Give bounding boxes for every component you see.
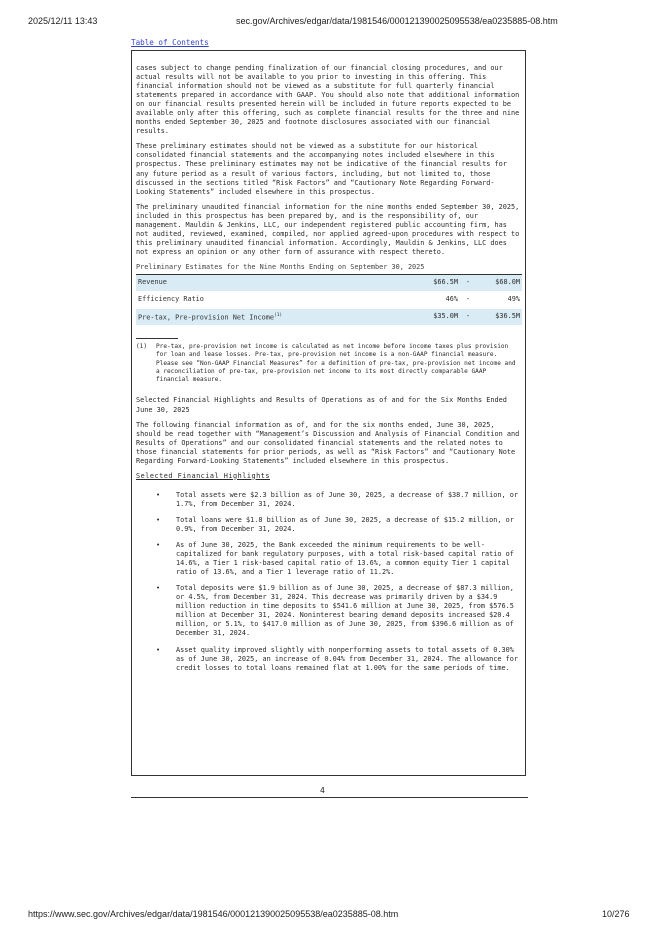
row-label-text: Pre-tax, Pre-provision Net Income [138,313,274,322]
bullet-icon: • [156,584,161,593]
row-label [136,308,416,325]
row-label: Revenue [136,274,416,291]
bullet-icon: • [156,515,161,524]
browser-page-count: 10/276 [602,909,630,919]
list-item [136,541,522,577]
bullet-icon: • [156,490,161,499]
list-item-text: Total deposits were $1.9 billion as of June 30, 2025, a decrease of $87.3 million, or 4.5%, from December 31, 2024. This decrease was primarily driven by a $34.9 million reduction in time deposits to $541.6 million at June 30, 2025, from $576.5 million at December 31, 2024. Noninterest bearing demand deposits increased $20.4 million, or 5.1%, to $417.0 million as of June 30, 2025, from $396.6 million as of December 31, 2024. [176,584,514,638]
row-high-value: $36.5M [476,308,522,325]
list-item-text: Total assets were $2.3 billion as of June 30, 2025, a decrease of $38.7 million, or 1.7%, from December 31, 2024. [176,490,518,508]
row-separator: - [460,274,476,291]
list-item-text: Asset quality improved slightly with nonperforming assets to total assets of 0.30% as of June 30, 2025, an increase of 0.04% from December 31, 2024. The allowance for credit losses to total loans remained flat at 1.00% for the same periods of time. [176,645,518,672]
row-high-value: $68.0M [476,274,522,291]
row-low-value: 46% [416,291,460,308]
row-separator: - [460,291,476,308]
list-item [136,584,522,638]
browser-footer-url: https://www.sec.gov/Archives/edgar/data/1981546/000121390025095538/ea0235885-08.htm [28,909,399,919]
list-item-text: Total loans were $1.8 billion as of June 30, 2025, a decrease of $15.2 million, or 0.9%, from December 31, 2024. [176,515,514,533]
table-row [136,291,522,308]
list-item [136,516,522,534]
preliminary-estimates-table [136,274,522,326]
list-item-text: As of June 30, 2025, the Bank exceeded the minimum requirements to be well-capitalized for bank regulatory purposes, with a total risk-based capital ratio of 14.6%, a Tier 1 risk-based capital ratio of 13.6%, a common equity Tier 1 capital ratio of 13.6%, and a Tier 1 leverage ratio of 11.2%. [176,541,514,577]
footnote-marker: (1) [273,313,283,319]
highlights-list [136,491,522,673]
browser-header-url: sec.gov/Archives/edgar/data/1981546/000121390025095538/ea0235885-08.htm [236,16,558,26]
row-high-value: 49% [476,291,522,308]
row-low-value: $66.5M [416,274,460,291]
table-row [136,274,522,291]
selected-highlights-title: Selected Financial Highlights and Results of Operations as of and for the Six Months Ended June 30, 2025 [136,396,507,414]
estimates-table-heading: Preliminary Estimates for the Nine Months Ending on September 30, 2025 [136,262,425,271]
footnote-text: Pre-tax, pre-provision net income is calculated as net income before income taxes plus provision for loan and lease losses. Pre-tax, pre-provision net income is a non-GAAP financial measure. Please see “Non-GAAP Financial Measures” for a definition of pre-tax, pre-provision net income and a reconciliation of pre-tax, pre-provision net income to its most directly comparable GAAP financial measure. [156,342,516,384]
paragraph-auditor-disclaimer: The preliminary unaudited financial information for the nine months ended September 30, 2025, included in this prospectus has been prepared by, and is the responsibility of, our management. Mauldin & Jenkins, LLC, our independent registered public accounting firm, has not audited, reviewed, examined, compiled, nor applied agreed-upon procedures with respect to this preliminary unaudited financial information. Accordingly, Mauldin & Jenkins, LLC does not express an opinion or any other form of assurance with respect thereto. [136,202,520,256]
bullet-icon: • [156,541,161,550]
paragraph-preliminary-caveat: cases subject to change pending finalization of our financial closing procedures, and our actual results will not be available to you prior to investing in this offering. This financial information should not be viewed as a substitute for full quarterly financial statements prepared in accordance with GAAP. You should also note that additional information on our financial results presented herein will be included in future reports expected to be available only after this offering, such as complete financial results for the three and nine months ended September 30, 2025 and footnote disclosures associated with our financial results. [136,64,520,136]
row-separator: - [460,308,476,325]
table-of-contents-link[interactable]: Table of Contents [131,38,209,47]
bullet-icon: • [156,645,161,654]
page-number: 4 [320,786,325,795]
row-label: Efficiency Ratio [136,291,416,308]
browser-datetime: 2025/12/11 13:43 [28,16,98,26]
selected-highlights-intro: The following financial information as of, and for the six months ended, June 30, 2025, should be read together with “Management’s Discussion and Analysis of Financial Condition and Results of Operations” and our consolidated financial statements and the related notes to those financial statements for prior periods, as well as “Risk Factors” and “Cautionary Note Regarding Forward-Looking Statements” included elsewhere in this prospectus. [136,420,520,465]
page-divider [131,797,528,798]
paragraph-estimates-substitute: These preliminary estimates should not be viewed as a substitute for our historical consolidated financial statements and the accompanying notes included elsewhere in this prospectus. These preliminary estimates may not be indicative of the financial results for any future period as a result of various factors, including, but not limited to, those discussed in the sections titled “Risk Factors” and “Cautionary Note Regarding Forward-Looking Statements” included elsewhere in this prospectus. [136,142,507,196]
row-low-value: $35.0M [416,308,460,325]
list-item [136,491,522,509]
footnote [136,343,522,384]
table-row [136,308,522,325]
footnote-divider [136,338,178,339]
footnote-number: (1) [136,342,148,350]
list-item [136,646,522,673]
highlights-heading: Selected Financial Highlights [136,471,270,480]
document-body [136,64,522,680]
